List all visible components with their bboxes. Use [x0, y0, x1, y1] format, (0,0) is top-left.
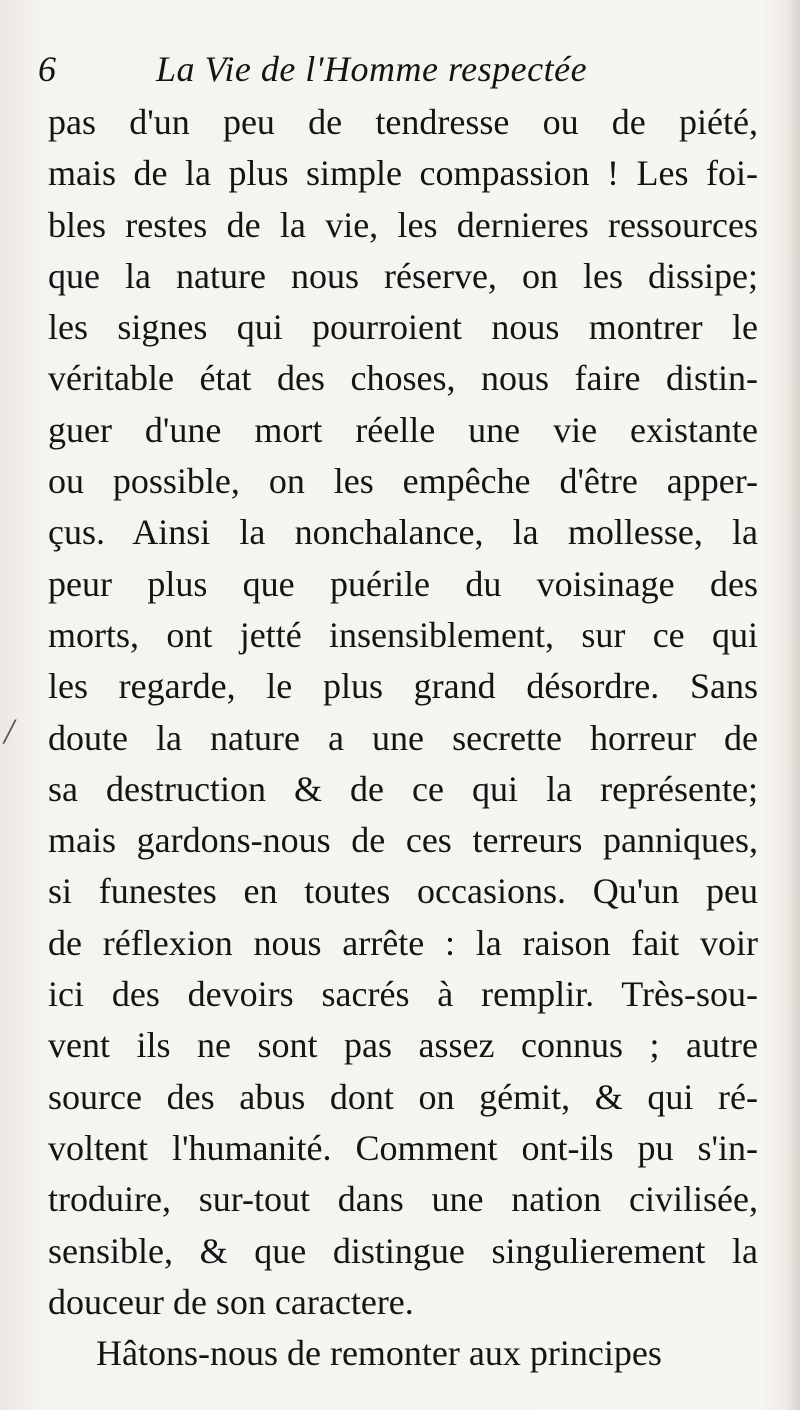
text-line: troduire, sur-tout dans une nation civilisée, [48, 1179, 758, 1220]
text-line: douceur de son caractere. [48, 1281, 414, 1322]
paragraph-start-line: Hâtons-nous de remonter aux principes [96, 1333, 662, 1374]
text-line: peur plus que puérile du voisinage des [48, 563, 758, 604]
body-text [48, 97, 758, 1379]
text-line: si funestes en toutes occasions. Qu'un peu [48, 871, 758, 912]
text-line: véritable état des choses, nous faire distin- [48, 358, 758, 399]
text-line: source des abus dont on gémit, & qui ré- [48, 1076, 758, 1117]
text-line: çus. Ainsi la nonchalance, la mollesse, la [48, 512, 758, 553]
text-line: les regarde, le plus grand désordre. Sans [48, 666, 758, 707]
page-edge-shadow [786, 0, 800, 1410]
text-line: ici des devoirs sacrés à remplir. Très-sou- [48, 974, 758, 1015]
text-line: morts, ont jetté insensiblement, sur ce qui [48, 614, 758, 655]
page-number: 6 [38, 49, 56, 89]
text-line: les signes qui pourroient nous montrer le [48, 307, 758, 348]
text-line: guer d'une mort réelle une vie existante [48, 409, 758, 450]
text-line: mais de la plus simple compassion ! Les foi- [48, 153, 758, 194]
margin-mark: / [4, 711, 15, 751]
page-header [38, 44, 678, 94]
text-line: pas d'un peu de tendresse ou de piété, [48, 102, 758, 142]
text-line: doute la nature a une secrette horreur de [48, 717, 758, 758]
text-line: voltent l'humanité. Comment ont-ils pu s'in- [48, 1127, 758, 1168]
text-line: que la nature nous réserve, on les dissipe; [48, 255, 758, 296]
text-line: bles restes de la vie, les dernieres ressources [48, 204, 758, 245]
text-line: sa destruction & de ce qui la représente; [48, 768, 758, 809]
text-line: de réflexion nous arrête : la raison fait voir [48, 922, 758, 963]
text-line: mais gardons-nous de ces terreurs panniques, [48, 820, 758, 861]
text-line: ou possible, on les empêche d'être apper- [48, 461, 758, 502]
text-line: sensible, & que distingue singulierement la [48, 1230, 758, 1271]
running-title: La Vie de l'Homme respectée [156, 49, 588, 89]
text-line: vent ils ne sont pas assez connus ; autre [48, 1025, 758, 1066]
